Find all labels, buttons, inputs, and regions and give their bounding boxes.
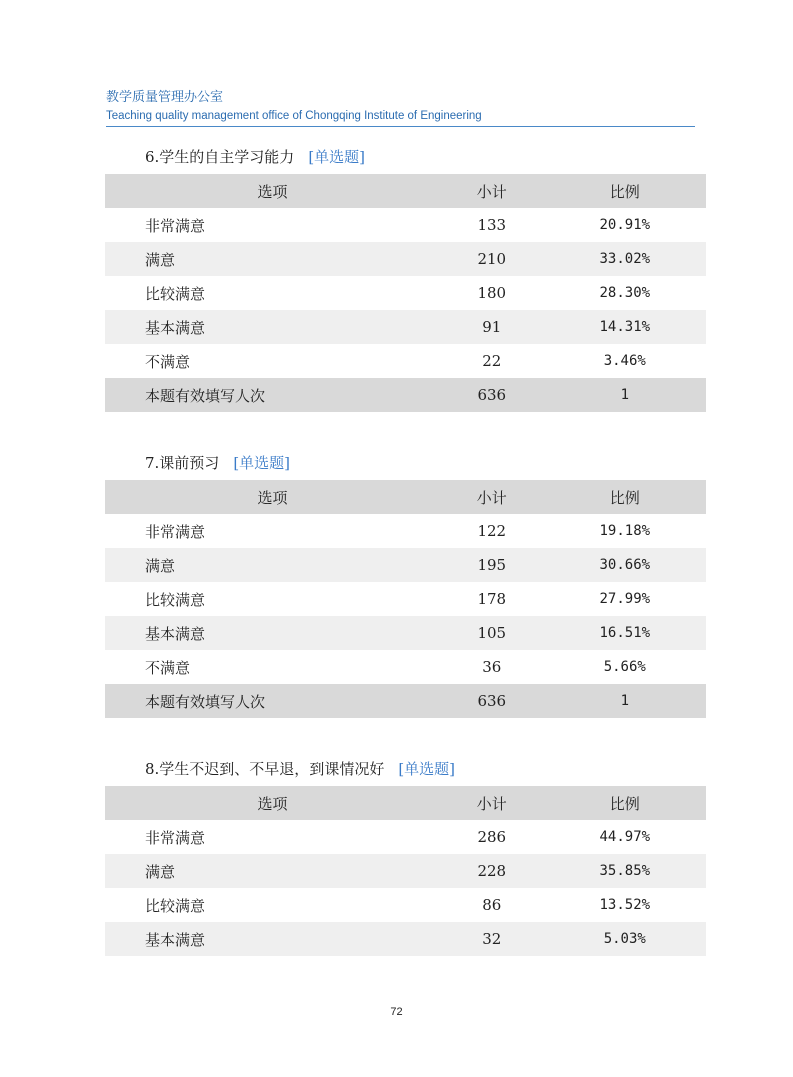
question-title — [145, 146, 706, 168]
question-7-section — [105, 452, 706, 718]
option-cell: 不满意 — [145, 352, 191, 371]
option-cell: 比较满意 — [145, 590, 206, 609]
table-total-row — [105, 378, 706, 412]
ratio-cell: 1 — [620, 387, 629, 403]
option-cell: 满意 — [145, 556, 176, 575]
table-row — [105, 922, 706, 956]
ratio-cell: 5.03% — [603, 931, 646, 947]
table-row — [105, 582, 706, 616]
option-cell: 非常满意 — [145, 828, 206, 847]
option-cell: 基本满意 — [145, 624, 206, 643]
ratio-cell: 5.66% — [603, 659, 646, 675]
ratio-cell: 35.85% — [599, 863, 651, 879]
ratio-cell: 33.02% — [599, 251, 651, 267]
count-cell: 122 — [477, 522, 507, 540]
column-header-ratio: 比例 — [609, 182, 640, 201]
table-row — [105, 548, 706, 582]
option-cell: 本题有效填写人次 — [145, 692, 266, 711]
option-cell: 非常满意 — [145, 522, 206, 541]
question-type-tag: [单选题] — [308, 148, 366, 166]
column-header-count: 小计 — [476, 794, 507, 813]
ratio-cell: 44.97% — [599, 829, 651, 845]
count-cell: 636 — [477, 692, 507, 710]
question-title-text: 6.学生的自主学习能力 — [145, 148, 295, 166]
ratio-cell: 3.46% — [603, 353, 646, 369]
table-row — [105, 820, 706, 854]
ratio-cell: 16.51% — [599, 625, 651, 641]
question-title-text: 8.学生不迟到、不早退，到课情况好 — [145, 760, 385, 778]
option-cell: 满意 — [145, 250, 176, 269]
count-cell: 210 — [477, 250, 507, 268]
column-header-option: 选项 — [257, 794, 288, 813]
table-row — [105, 208, 706, 242]
count-cell: 195 — [477, 556, 507, 574]
table-row — [105, 276, 706, 310]
table-row — [105, 310, 706, 344]
column-header-count: 小计 — [476, 488, 507, 507]
header-office-cn: 教学质量管理办公室 — [106, 90, 224, 105]
count-cell: 22 — [482, 352, 502, 370]
count-cell: 228 — [477, 862, 507, 880]
question-type-tag: [单选题] — [398, 760, 456, 778]
count-cell: 86 — [482, 896, 502, 914]
ratio-cell: 19.18% — [599, 523, 651, 539]
count-cell: 32 — [482, 930, 502, 948]
page-header — [106, 89, 695, 125]
column-header-ratio: 比例 — [609, 794, 640, 813]
ratio-cell: 28.30% — [599, 285, 651, 301]
table-row — [105, 888, 706, 922]
ratio-cell: 30.66% — [599, 557, 651, 573]
column-header-option: 选项 — [257, 488, 288, 507]
count-cell: 36 — [482, 658, 502, 676]
option-cell: 不满意 — [145, 658, 191, 677]
ratio-cell: 14.31% — [599, 319, 651, 335]
results-table — [105, 174, 706, 412]
option-cell: 基本满意 — [145, 930, 206, 949]
count-cell: 133 — [477, 216, 507, 234]
option-cell: 满意 — [145, 862, 176, 881]
table-row — [105, 616, 706, 650]
ratio-cell: 1 — [620, 693, 629, 709]
option-cell: 本题有效填写人次 — [145, 386, 266, 405]
header-office-en: Teaching quality management office of Chongqing Institute of Engineering — [106, 110, 482, 122]
table-total-row — [105, 684, 706, 718]
count-cell: 286 — [477, 828, 507, 846]
table-row — [105, 854, 706, 888]
table-header-row — [105, 480, 706, 514]
results-table — [105, 480, 706, 718]
ratio-cell: 27.99% — [599, 591, 651, 607]
question-type-tag: [单选题] — [233, 454, 291, 472]
header-divider — [106, 126, 695, 127]
option-cell: 比较满意 — [145, 896, 206, 915]
question-8-section — [105, 758, 706, 956]
results-table — [105, 786, 706, 956]
table-row — [105, 242, 706, 276]
option-cell: 比较满意 — [145, 284, 206, 303]
ratio-cell: 20.91% — [599, 217, 651, 233]
count-cell: 180 — [477, 284, 507, 302]
table-row — [105, 514, 706, 548]
table-row — [105, 650, 706, 684]
table-header-row — [105, 174, 706, 208]
option-cell: 非常满意 — [145, 216, 206, 235]
table-header-row — [105, 786, 706, 820]
question-title — [145, 452, 706, 474]
page-number: 72 — [390, 1006, 403, 1018]
count-cell: 105 — [477, 624, 507, 642]
count-cell: 178 — [477, 590, 507, 608]
count-cell: 636 — [477, 386, 507, 404]
table-row — [105, 344, 706, 378]
question-title-text: 7.课前预习 — [145, 454, 220, 472]
question-title — [145, 758, 706, 780]
ratio-cell: 13.52% — [599, 897, 651, 913]
column-header-count: 小计 — [476, 182, 507, 201]
count-cell: 91 — [482, 318, 502, 336]
column-header-option: 选项 — [257, 182, 288, 201]
option-cell: 基本满意 — [145, 318, 206, 337]
question-6-section — [105, 146, 706, 412]
column-header-ratio: 比例 — [609, 488, 640, 507]
